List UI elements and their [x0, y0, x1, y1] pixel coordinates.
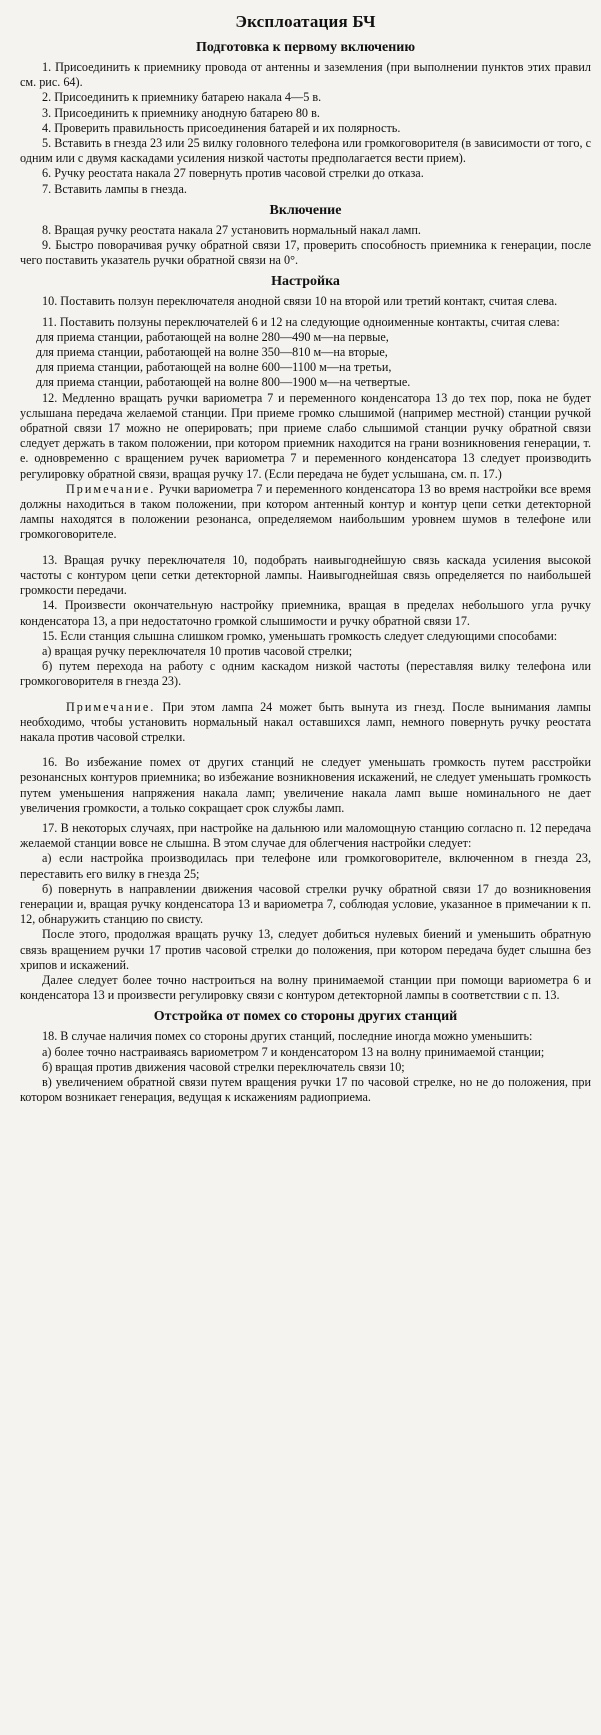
- paragraph-11-line-1: для приема станции, работающей на волне 280—490 м—на первые,: [36, 329, 389, 344]
- paragraph-17b: б) повернуть в направлении движения часовой стрелки ручку обратной связи 17 до возникновения генерации и, вращая ручку конденсатора 13 и вариометра 7, соблюдая условие, указанное в примечании к п. 12, обнаружить станцию по свисту.: [20, 881, 591, 927]
- paragraph-14: 14. Произвести окончательную настройку приемника, вращая в пределах небольшого угла ручку конденсатора 13, а при недостаточно громкой слышимости и ручку обратной связи 17.: [20, 598, 591, 628]
- paragraph-12: 12. Медленно вращать ручки вариометра 7 и переменного конденсатора 13 до тех пор, пока не будет услышана передача желаемой станции. При приеме громко слышимой (например местной) станции ручкой обратной связи 17 можно не оперировать; при приеме слабо слышимой станции ручку обратной связи следует держать в таком положении, при котором приемник находится на грани возникновения генерации, т. е. одновременно с вращением ручек вариометра 7 и переменного конденсатора 13 следует производить регулировку обратной связи, вращая ручку 17. (Если передача не будет услышана, см. п. 17.): [20, 390, 591, 481]
- document-title: Эксплоатация БЧ: [235, 12, 376, 31]
- note-1: [20, 482, 591, 543]
- paragraph-18: 18. В случае наличия помех со стороны других станций, последние иногда можно уменьшить:: [42, 1029, 533, 1044]
- paragraph-6: 6. Ручку реостата накала 27 повернуть против часовой стрелки до отказа.: [42, 166, 424, 181]
- note-1-text: Ручки вариометра 7 и переменного конденсатора 13 во время настройки все время должны находиться в таком положении, при котором антенный контур и контур цепи сетки детекторной лампы находятся в положении резонанса, определяемом наибольшим уровнем шумов в телефоне или громкоговорителе.: [20, 481, 591, 542]
- paragraph-15a: а) вращая ручку переключателя 10 против часовой стрелки;: [42, 643, 353, 658]
- paragraph-4: 4. Проверить правильность присоединения батарей и их полярность.: [42, 120, 401, 135]
- paragraph-17d: Далее следует более точно настроиться на волну принимаемой станции при помощи вариометра 6 и конденсатора 13 и произвести регулировку связи с контуром детекторной лампы в соответствии с п. 13.: [20, 972, 591, 1003]
- paragraph-15: 15. Если станция слышна слишком громко, уменьшать громкость следует следующими способами:: [42, 628, 558, 643]
- paragraph-11-line-4: для приема станции, работающей на волне 800—1900 м—на четвертые.: [36, 375, 411, 390]
- heading-switch-on: Включение: [269, 202, 342, 218]
- note-2-label: Примечание.: [66, 699, 156, 714]
- paragraph-13: 13. Вращая ручку переключателя 10, подобрать наивыгоднейшую связь каскада усиления высокой частоты с контуром цепи сетки детекторной лампы. Наивыгоднейшая связь определяется по наибольшей громкости передачи.: [20, 552, 591, 598]
- paragraph-18b: б) вращая против движения часовой стрелки переключатель связи 10;: [42, 1059, 405, 1074]
- note-2-text: При этом лампа 24 может быть вынута из гнезд. После вынимания лампы необходимо, чтобы установить нормальный накал оставшихся ламп, немного повернуть ручку реостата накала против часовой стрелки.: [20, 699, 591, 744]
- paragraph-10: 10. Поставить ползун переключателя анодной связи 10 на второй или третий контакт, считая слева.: [42, 294, 558, 309]
- note-1-label: Примечание.: [66, 481, 156, 496]
- note-2: [20, 700, 591, 746]
- paragraph-2: 2. Присоединить к приемнику батарею накала 4—5 в.: [42, 90, 322, 105]
- heading-preparation: Подготовка к первому включению: [195, 40, 416, 55]
- paragraph-8: 8. Вращая ручку реостата накала 27 установить нормальный накал ламп.: [42, 222, 421, 237]
- paragraph-17: 17. В некоторых случаях, при настройке на дальнюю или маломощную станцию согласно п. 12 передача желаемой станции вовсе не слышна. В этом случае для облегчения настройки следует:: [20, 820, 591, 851]
- paragraph-7: 7. Вставить лампы в гнезда.: [42, 181, 187, 196]
- paragraph-5: 5. Вставить в гнезда 23 или 25 вилку головного телефона или громкоговорителя (в зависимости от того, с одним или с двумя каскадами усиления низкой частоты предполагается вести прием).: [20, 136, 591, 166]
- paragraph-11-line-3: для приема станции, работающей на волне 600—1100 м—на третьи,: [36, 360, 392, 375]
- heading-detune: Отстройка от помех со стороны других станций: [153, 1009, 458, 1025]
- paragraph-11-line-2: для приема станции, работающей на волне 350—810 м—на вторые,: [36, 345, 388, 360]
- paragraph-9: 9. Быстро поворачивая ручку обратной связи 17, проверить способность приемника к генерации, после чего поставить указатель ручки обратной связи на 0°.: [20, 238, 591, 268]
- paragraph-17a: а) если настройка производилась при телефоне или громкоговорителе, включенном в гнезда 23, переставить его вилку в гнезда 25;: [20, 851, 591, 881]
- heading-tuning: Настройка: [271, 274, 340, 290]
- paragraph-17c: После этого, продолжая вращать ручку 13, следует добиться нулевых биений и уменьшить обратную связь вращением ручки 17 против часовой стрелки до положения, при котором передача будет слышна без хрипов и искажений.: [20, 927, 591, 972]
- paragraph-3: 3. Присоединить к приемнику анодную батарею 80 в.: [42, 105, 320, 120]
- paragraph-15b: б) путем перехода на работу с одним каскадом низкой частоты (переставляя вилку телефона или громкоговорителя в гнезда 23).: [20, 659, 591, 689]
- paragraph-11: 11. Поставить ползуны переключателей 6 и 12 на следующие одноименные контакты, считая слева:: [42, 314, 560, 329]
- paragraph-16: 16. Во избежание помех от других станций не следует уменьшать громкость путем расстройки резонансных контуров приемника; во избежание возникновения искажений, не следует уменьшать громкость путем уменьшения напряжения накала ламп; увеличение накала ламп выше номинального не дает увеличения громкости, а только сокращает срок службы ламп.: [20, 755, 591, 815]
- paragraph-18c: в) увеличением обратной связи путем вращения ручки 17 по часовой стрелке, но не до положения, при котором возникает генерация, ведущая к искажениям радиоприема.: [20, 1074, 591, 1105]
- paragraph-1: 1. Присоединить к приемнику провода от антенны и заземления (при выполнении пунктов этих правил см. рис. 64).: [20, 60, 591, 90]
- paragraph-18a: а) более точно настраиваясь вариометром 7 и конденсатором 13 на волну принимаемой станции;: [42, 1044, 545, 1059]
